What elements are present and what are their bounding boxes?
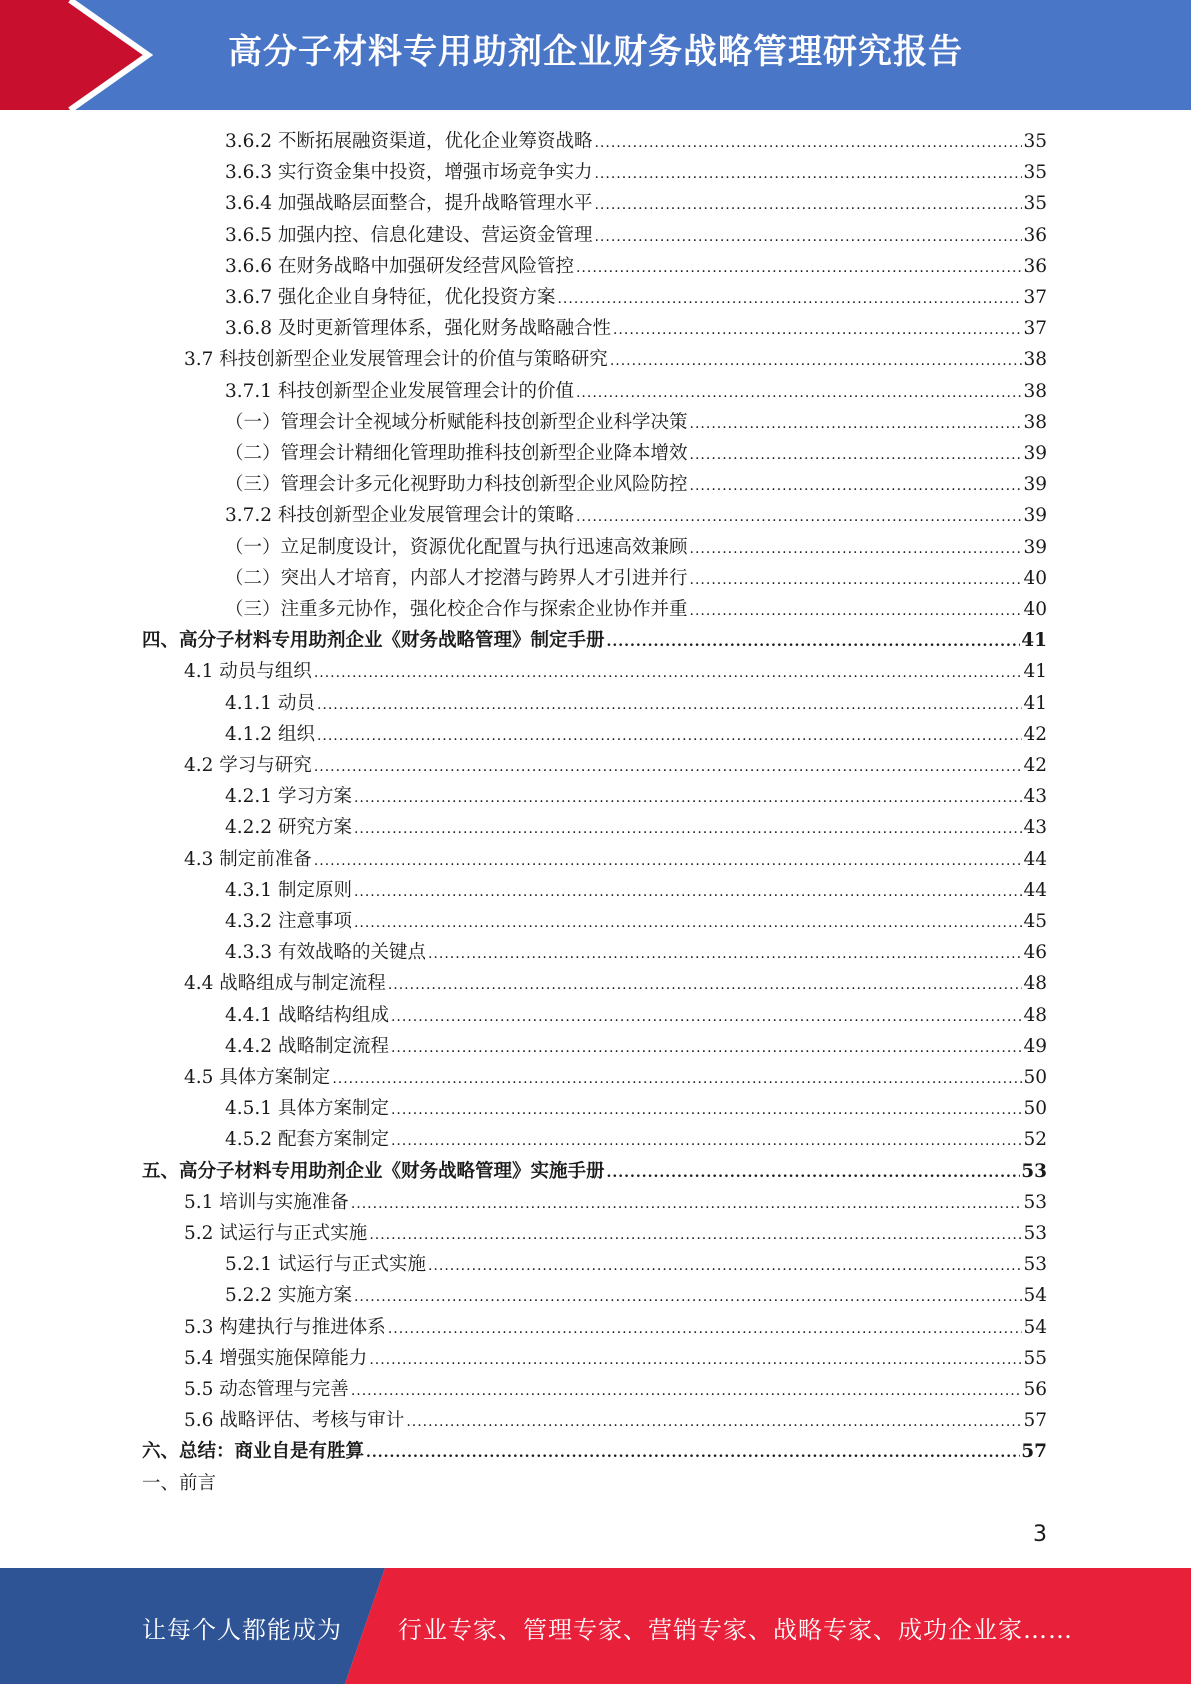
toc-entry-label: 四、高分子材料专用助剂企业《财务战略管理》制定手册 [142, 630, 605, 652]
toc-entry[interactable] [225, 595, 1047, 625]
toc-entry-page: 39 [1023, 505, 1047, 527]
chevron-logo-icon [0, 0, 160, 110]
toc-entry[interactable] [225, 221, 1047, 251]
toc-entry[interactable] [225, 408, 1047, 438]
toc-entry-label: 4.5.1 具体方案制定 [225, 1098, 389, 1120]
toc-leader-dots [594, 128, 1022, 158]
toc-entry[interactable] [225, 1281, 1047, 1311]
toc-leader-dots [557, 284, 1022, 314]
toc-entry-label: 4.4 战略组成与制定流程 [184, 973, 386, 995]
toc-leader-dots [388, 970, 1023, 1000]
footer-slogan-right: 行业专家、管理专家、营销专家、战略专家、成功企业家…… [398, 1616, 1073, 1644]
toc-leader-dots [690, 565, 1023, 595]
toc-entry[interactable] [184, 1313, 1047, 1343]
toc-entry-label: 4.2.1 学习方案 [225, 786, 352, 808]
toc-entry-label: 3.6.2 不断拓展融资渠道，优化企业筹资战略 [225, 131, 593, 152]
footer-slogan-left: 让每个人都能成为 [142, 1616, 342, 1644]
toc-entry-page: 56 [1023, 1379, 1047, 1400]
toc-entry[interactable] [225, 782, 1047, 812]
toc-entry-page: 52 [1023, 1129, 1047, 1151]
toc-leader-dots [594, 159, 1022, 189]
toc-entry-page: 53 [1023, 1254, 1047, 1276]
toc-entry-label: 五、高分子材料专用助剂企业《财务战略管理》实施手册 [142, 1160, 605, 1182]
toc-entry-label: 4.1.2 组织 [225, 723, 315, 745]
toc-entry-label: 4.3.2 注意事项 [225, 911, 352, 932]
toc-entry[interactable] [142, 1469, 1047, 1499]
toc-entry-page: 41 [1021, 630, 1047, 652]
toc-leader-dots [594, 222, 1022, 252]
toc-entry[interactable] [184, 1219, 1047, 1249]
toc-leader-dots [366, 1438, 1020, 1468]
toc-entry[interactable] [184, 1406, 1047, 1436]
toc-entry-page: 49 [1023, 1035, 1047, 1057]
toc-entry-page: 41 [1023, 661, 1047, 683]
toc-entry-page: 39 [1023, 536, 1047, 558]
toc-leader-dots [354, 908, 1023, 938]
toc-entry-page: 57 [1021, 1441, 1047, 1463]
report-title: 高分子材料专用助剂企业财务战略管理研究报告 [228, 32, 963, 72]
toc-entry-label: （一）管理会计全视域分析赋能科技创新型企业科学决策 [225, 411, 688, 433]
toc-leader-dots [406, 1407, 1022, 1437]
toc-entry-page: 41 [1023, 692, 1047, 714]
toc-entry-label: 5.5 动态管理与完善 [184, 1379, 349, 1400]
toc-leader-dots [610, 346, 1023, 376]
toc-entry-page: 53 [1023, 1223, 1047, 1244]
toc-entry-label: （一）立足制度设计，资源优化配置与执行迅速高效兼顾 [225, 536, 688, 558]
toc-entry-label: 4.5 具体方案制定 [184, 1067, 331, 1088]
toc-leader-dots [332, 1064, 1022, 1094]
toc-entry-page: 36 [1023, 224, 1047, 246]
toc-entry-page: 38 [1023, 411, 1047, 433]
toc-entry-page: 50 [1023, 1067, 1047, 1088]
toc-entry[interactable] [184, 345, 1047, 375]
toc-leader-dots [317, 690, 1023, 720]
toc-entry[interactable] [184, 751, 1047, 781]
toc-entry-label: 3.6.7 强化企业自身特征，优化投资方案 [225, 287, 556, 308]
toc-leader-dots [369, 1345, 1022, 1375]
toc-leader-dots [351, 1376, 1023, 1406]
toc-entry[interactable] [225, 813, 1047, 843]
toc-entry-label: 4.3 制定前准备 [184, 848, 312, 870]
page-header [0, 0, 1191, 110]
toc-leader-dots [613, 315, 1022, 345]
toc-entry-page: 44 [1023, 848, 1047, 870]
toc-entry[interactable] [225, 876, 1047, 906]
toc-entry-page: 39 [1023, 474, 1047, 496]
toc-entry-page: 42 [1023, 755, 1047, 776]
toc-entry-label: （二）突出人才培育，内部人才挖潜与跨界人才引进并行 [225, 567, 688, 589]
toc-entry[interactable] [225, 252, 1047, 282]
toc-entry-label: 3.6.3 实行资金集中投资，增强市场竞争实力 [225, 162, 593, 184]
toc-entry[interactable] [225, 533, 1047, 563]
toc-leader-dots [690, 471, 1023, 501]
toc-leader-dots [354, 814, 1023, 844]
toc-entry-page: 53 [1023, 1191, 1047, 1213]
toc-leader-dots [690, 409, 1023, 439]
toc-leader-dots [428, 1251, 1022, 1281]
toc-entry[interactable] [225, 314, 1047, 344]
toc-leader-dots [388, 1314, 1023, 1344]
toc-entry-page: 40 [1023, 599, 1047, 620]
toc-entry[interactable] [225, 907, 1047, 937]
toc-entry-label: 5.6 战略评估、考核与审计 [184, 1410, 405, 1432]
toc-entry[interactable] [225, 189, 1047, 219]
toc-entry-page: 54 [1023, 1316, 1047, 1338]
toc-entry[interactable] [225, 1001, 1047, 1031]
toc-leader-dots [690, 534, 1023, 564]
toc-entry[interactable] [225, 720, 1047, 750]
toc-entry-label: 3.7 科技创新型企业发展管理会计的价值与策略研究 [184, 349, 608, 371]
toc-leader-dots [317, 721, 1023, 751]
toc-entry-label: 一、前言 [142, 1472, 217, 1494]
toc-entry-label: 3.6.6 在财务战略中加强研发经营风险管控 [225, 255, 574, 277]
toc-entry-label: （二）管理会计精细化管理助推科技创新型企业降本增效 [225, 443, 688, 464]
toc-entry[interactable] [225, 158, 1047, 188]
toc-entry[interactable] [142, 626, 1047, 656]
toc-entry-page: 37 [1023, 287, 1047, 308]
toc-entry-page: 50 [1023, 1098, 1047, 1120]
toc-entry-page: 54 [1023, 1285, 1047, 1307]
toc-leader-dots [391, 1002, 1022, 1032]
toc-entry-label: 4.1 动员与组织 [184, 661, 312, 683]
toc-entry-label: 4.2 学习与研究 [184, 755, 312, 776]
toc-leader-dots [314, 846, 1023, 876]
toc-entry-label: 3.6.4 加强战略层面整合，提升战略管理水平 [225, 193, 593, 215]
toc-entry[interactable] [225, 1125, 1047, 1155]
toc-entry[interactable] [184, 657, 1047, 687]
page-footer [0, 1568, 1191, 1684]
page-number: 3 [1033, 1522, 1047, 1547]
toc-entry-page: 37 [1023, 318, 1047, 340]
toc-entry-label: 4.3.3 有效战略的关键点 [225, 942, 426, 964]
toc-entry-label: 六、总结：商业自是有胜算 [142, 1441, 365, 1463]
toc-leader-dots [576, 378, 1022, 408]
toc-leader-dots [354, 1282, 1023, 1312]
toc-entry-page: 35 [1023, 162, 1047, 184]
toc-entry-label: 4.4.1 战略结构组成 [225, 1004, 389, 1026]
toc-leader-dots [314, 752, 1023, 782]
toc-entry-label: 5.1 培训与实施准备 [184, 1191, 349, 1213]
toc-leader-dots [690, 440, 1023, 470]
toc-leader-dots [391, 1095, 1022, 1125]
toc-leader-dots [428, 939, 1022, 969]
toc-entry-page: 40 [1023, 567, 1047, 589]
toc-entry[interactable] [225, 283, 1047, 313]
toc-leader-dots [576, 502, 1022, 532]
toc-leader-dots [594, 190, 1022, 220]
toc-entry-label: 4.4.2 战略制定流程 [225, 1035, 389, 1057]
toc-entry[interactable] [184, 1344, 1047, 1374]
toc-entry-page: 38 [1023, 380, 1047, 402]
toc-entry[interactable] [184, 969, 1047, 999]
toc-leader-dots [314, 658, 1023, 688]
toc-entry-label: 5.2 试运行与正式实施 [184, 1223, 368, 1244]
toc-entry-label: 5.2.1 试运行与正式实施 [225, 1254, 426, 1276]
toc-leader-dots [690, 596, 1023, 626]
toc-entry-label: 4.5.2 配套方案制定 [225, 1129, 389, 1151]
toc-entry[interactable] [225, 564, 1047, 594]
toc-leader-dots [607, 1158, 1021, 1188]
toc-entry[interactable] [225, 377, 1047, 407]
toc-entry-page: 38 [1023, 349, 1047, 371]
toc-leader-dots [354, 877, 1023, 907]
toc-entry-page: 42 [1023, 723, 1047, 745]
toc-entry[interactable] [184, 1375, 1047, 1405]
toc-entry-label: 4.2.2 研究方案 [225, 817, 352, 839]
toc-entry-label: 3.6.5 加强内控、信息化建设、营运资金管理 [225, 224, 593, 246]
toc-entry-page: 48 [1023, 1004, 1047, 1026]
toc-leader-dots [391, 1033, 1022, 1063]
toc-entry[interactable] [225, 470, 1047, 500]
toc-entry[interactable] [225, 1032, 1047, 1062]
toc-entry[interactable] [225, 501, 1047, 531]
toc-entry-label: 5.2.2 实施方案 [225, 1285, 352, 1307]
toc-entry-label: 4.3.1 制定原则 [225, 879, 352, 901]
toc-entry-page: 45 [1023, 911, 1047, 932]
toc-entry[interactable] [184, 1188, 1047, 1218]
toc-entry-page: 57 [1023, 1410, 1047, 1432]
toc-entry-label: 3.6.8 及时更新管理体系，强化财务战略融合性 [225, 318, 611, 340]
toc-entry-page: 43 [1023, 786, 1047, 808]
toc-leader-dots [576, 253, 1022, 283]
toc-entry-page: 48 [1023, 973, 1047, 995]
toc-entry[interactable] [225, 938, 1047, 968]
toc-entry-label: 3.7.1 科技创新型企业发展管理会计的价值 [225, 380, 574, 402]
toc-entry-label: 4.1.1 动员 [225, 692, 315, 714]
toc-leader-dots [607, 627, 1021, 657]
toc-entry-page: 36 [1023, 255, 1047, 277]
toc-entry-label: （三）注重多元协作，强化校企合作与探索企业协作并重 [225, 599, 688, 620]
toc-entry-label: （三）管理会计多元化视野助力科技创新型企业风险防控 [225, 474, 688, 496]
toc-entry[interactable] [142, 1437, 1047, 1467]
toc-entry-page: 53 [1021, 1160, 1047, 1182]
toc-entry-page: 35 [1023, 193, 1047, 215]
toc-leader-dots [351, 1189, 1023, 1219]
toc-entry[interactable] [184, 1063, 1047, 1093]
toc-leader-dots [369, 1220, 1022, 1250]
toc-entry[interactable] [142, 1157, 1047, 1187]
toc-entry[interactable] [225, 127, 1047, 157]
toc-entry-page: 43 [1023, 817, 1047, 839]
toc-entry[interactable] [225, 689, 1047, 719]
toc-entry[interactable] [184, 845, 1047, 875]
toc-entry-page: 44 [1023, 879, 1047, 901]
toc-entry-label: 3.7.2 科技创新型企业发展管理会计的策略 [225, 505, 574, 527]
toc-entry[interactable] [225, 1250, 1047, 1280]
toc-entry-label: 5.4 增强实施保障能力 [184, 1347, 368, 1369]
toc-leader-dots [391, 1126, 1022, 1156]
toc-entry[interactable] [225, 1094, 1047, 1124]
toc-entry-page: 55 [1023, 1347, 1047, 1369]
toc-entry-page: 46 [1023, 942, 1047, 964]
toc-entry[interactable] [225, 439, 1047, 469]
toc-entry-label: 5.3 构建执行与推进体系 [184, 1316, 386, 1338]
toc-entry-page: 35 [1023, 131, 1047, 152]
toc-entry-page: 39 [1023, 443, 1047, 464]
toc-leader-dots [354, 783, 1023, 813]
